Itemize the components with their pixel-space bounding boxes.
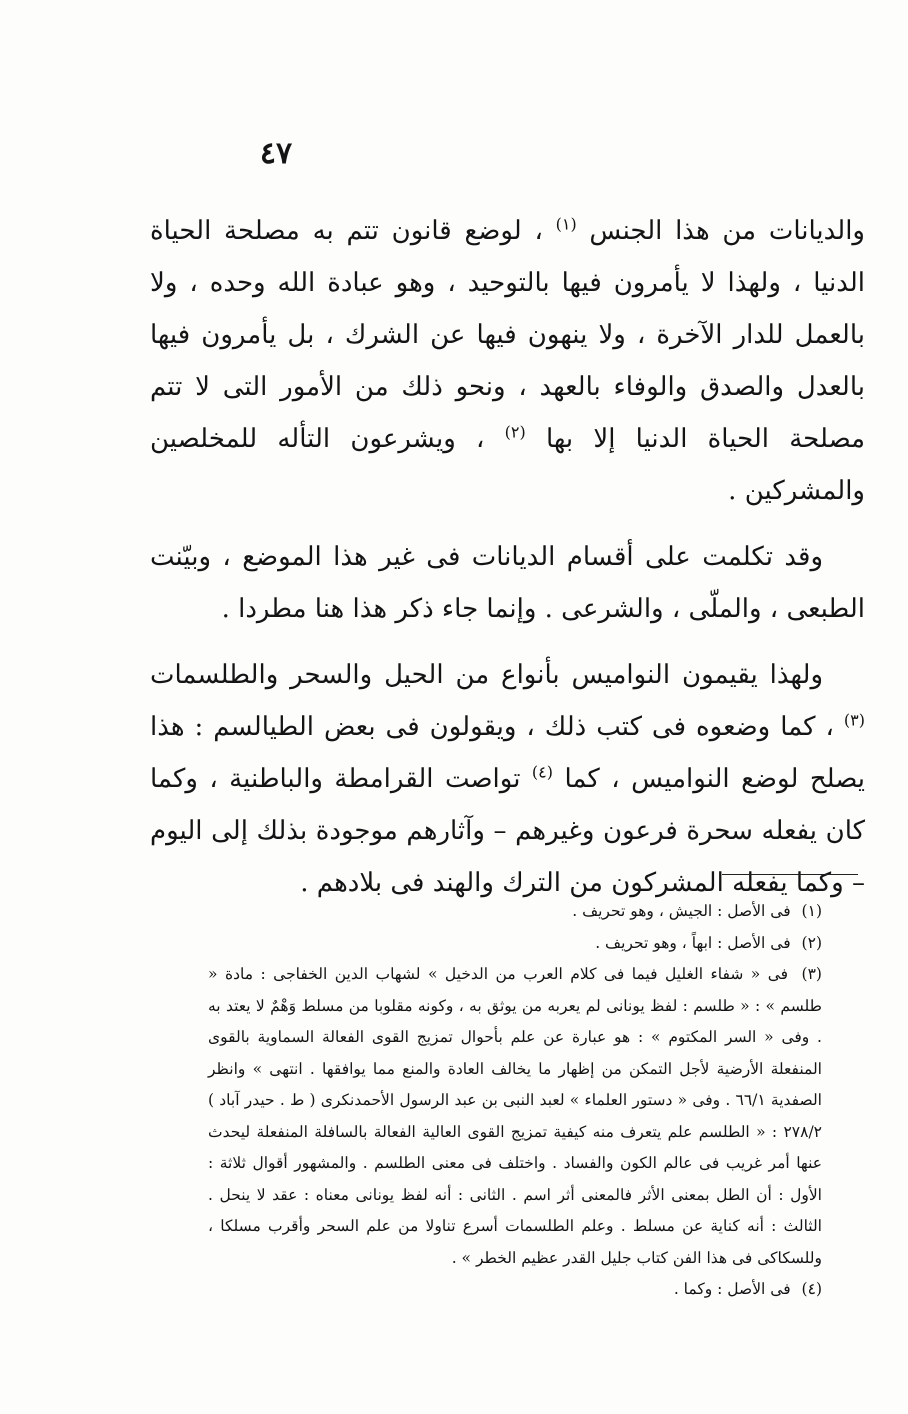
footnote-3 [208,959,858,1274]
footnote-1-text: فى الأصل : الجيش ، وهو تحريف . [572,902,791,920]
footnote-ref-4[interactable]: (٤) [531,762,553,782]
paragraph-2: وقد تكلمت على أقسام الديانات فى غير هذا الموضع ، وبيّنت الطبعى ، والملّى ، والشرعى . وإنما جاء ذكر هذا هنا مطردا . [150,542,865,624]
paragraph-3 [150,649,865,909]
footnote-4-number: (٤) [801,1280,822,1298]
footnote-1 [208,896,858,928]
footnote-ref-3[interactable]: (٣) [843,710,866,730]
footnote-1-number: (١) [801,902,822,920]
footnote-2-text: فى الأصل : ابهاً ، وهو تحريف . [595,933,791,952]
footnote-separator [722,874,858,875]
paragraph-3-part-2: ، كما وضعوه فى كتب ذلك ، ويقولون فى بعض الطيالسم : هذا يصلح لوضع النواميس ، كما [150,712,865,794]
paragraph-1 [150,205,865,517]
footnote-4 [208,1274,858,1306]
footnote-ref-2[interactable]: (٢) [504,422,526,442]
main-text [150,205,865,923]
paragraph-1-part-1: والديانات من هذا الجنس [589,216,865,246]
paragraph-1-part-2: ، لوضع قانون تتم به مصلحة الحياة الدنيا ، ولهذا لا يأمرون فيها بالتوحيد ، وهو عبادة الله وحده ، ولا بالعمل للدار الآخرة ، ولا ينهون فيها عن الشرك ، بل يأمرون فيها بالعدل والصدق والوفاء بالعهد ، ونحو ذلك من الأمور التى لا تتم مصلحة الحياة الدنيا إلا بها [150,216,866,454]
paragraph-3-part-3: تواصت القرامطة والباطنية ، وكما كان يفعله سحرة فرعون وغيرهم – وآثارهم موجودة بذلك إلى اليوم – وكما يفعله المشركون من الترك والهند فى بلادهم . [150,764,865,898]
footnote-2-number: (٢) [801,933,822,952]
footnote-3-text: فى « شفاء الغليل فيما فى كلام العرب من الدخيل » لشهاب الدين الخفاجى : مادة « طلسم » : « طلسم : لفظ يونانى لم يعربه من يوثق به ، وكونه مقلوبا من مسلط وَهْمٌ لا يعتد به . وفى « السر المكتوم » : هو عبارة عن علم بأحوال تمزيج القوى الفعالة السماوية بالقوى المنفعلة الأرضية لأجل التمكن من إظهار ما يخالف العادة والمنع مما يوافقها . انتهى » وانظر الصفدية ٦٦/١ . وفى « دستور العلماء » لعبد النبى بن عبد الرسول الأحمدنكرى ( ط . حيدر آباد ) ٢٧٨/٢ : « الطلسم علم يتعرف منه كيفية تمزيج القوى العالية الفعالة بالسافلة المنفعلة ليحدث عنها أمر غريب فى عالم الكون والفساد . واختلف فى معنى الطلسم . والمشهور أقوال ثلاثة : الأول : أن الطل بمعنى الأثر فالمعنى أثر اسم . الثانى : أنه لفظ يونانى معناه : عقد لا ينحل . الثالث : أنه كناية عن مسلط . وعلم الطلسمات أسرع تناولا من علم السحر وأقرب مسلكا ، وللسكاكى فى هذا الفن كتاب جليل القدر عظيم الخطر » . [208,965,822,1267]
footnote-3-number: (٣) [801,965,822,983]
footnote-2 [208,928,858,960]
footnotes [208,896,858,1306]
page-number: ٤٧ [259,136,293,171]
paragraph-3-part-1: ولهذا يقيمون النواميس بأنواع من الحيل والسحر والطلسمات [150,660,823,690]
footnote-4-text: فى الأصل : وكما . [673,1280,791,1298]
paragraph-1-part-3: ، ويشرعون التأله للمخلصين والمشركين . [150,424,865,506]
footnote-ref-1[interactable]: (١) [555,214,577,234]
